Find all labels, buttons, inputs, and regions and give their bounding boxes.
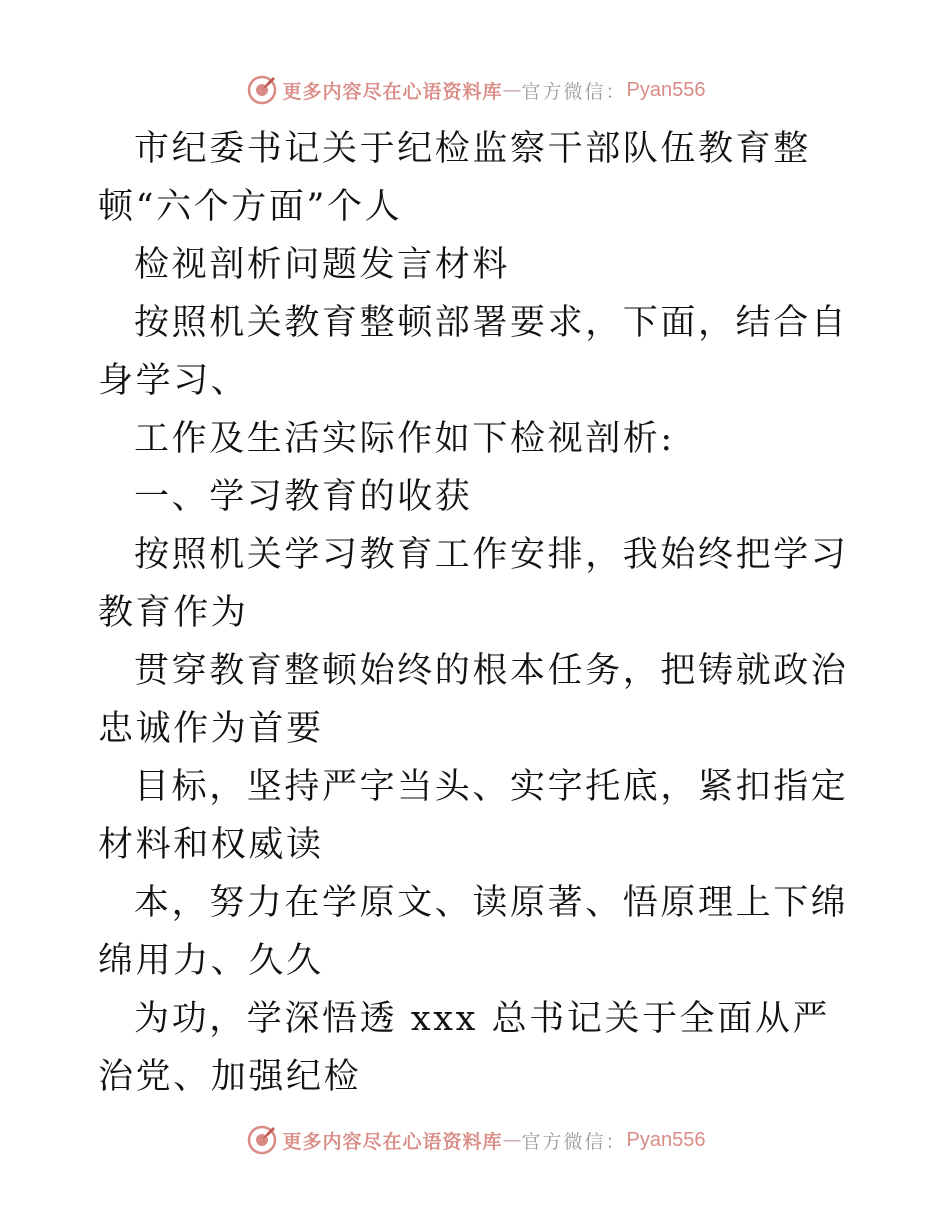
watermark-dash: — [502, 79, 522, 101]
document-body [98, 120, 858, 1106]
watermark-wechat-label: 官方微信： [521, 80, 627, 103]
watermark-wechat-id: Pyan556 [626, 1128, 706, 1151]
document-title-line-2: 检视剖析问题发言材料 [134, 245, 511, 285]
watermark-header [0, 70, 950, 110]
watermark-wechat-id: Pyan556 [626, 78, 706, 101]
paragraph-line: 按照机关学习教育工作安排，我始终把学习教育作为 [98, 535, 849, 633]
watermark-wechat-label: 官方微信： [521, 1130, 627, 1153]
paragraph-line: 贯穿教育整顿始终的根本任务，把铸就政治忠诚作为首要 [98, 651, 849, 749]
watermark-dash: — [502, 1129, 522, 1151]
paragraph-line: 工作及生活实际作如下检视剖析: [134, 419, 675, 459]
paragraph-line: 按照机关教育整顿部署要求，下面，结合自身学习、 [98, 303, 849, 401]
paragraph-line: 本，努力在学原文、读原著、悟原理上下绵绵用力、久久 [98, 883, 849, 981]
watermark-promo-text: 更多内容尽在心语资料库 [282, 80, 503, 103]
watermark-footer [0, 1120, 950, 1160]
paragraph-line: 为功，学深悟透 xxx 总书记关于全面从严治党、加强纪检 [98, 999, 831, 1097]
paragraph-line: 目标，坚持严字当头、实字托底，紧扣指定材料和权威读 [98, 767, 849, 865]
pen-seal-icon [245, 1123, 279, 1157]
watermark-promo-text: 更多内容尽在心语资料库 [282, 1130, 503, 1153]
section-heading: 一、学习教育的收获 [134, 477, 473, 517]
pen-seal-icon [245, 73, 279, 107]
document-title-line-1: 市纪委书记关于纪检监察干部队伍教育整顿“六个方面”个人 [98, 129, 811, 227]
